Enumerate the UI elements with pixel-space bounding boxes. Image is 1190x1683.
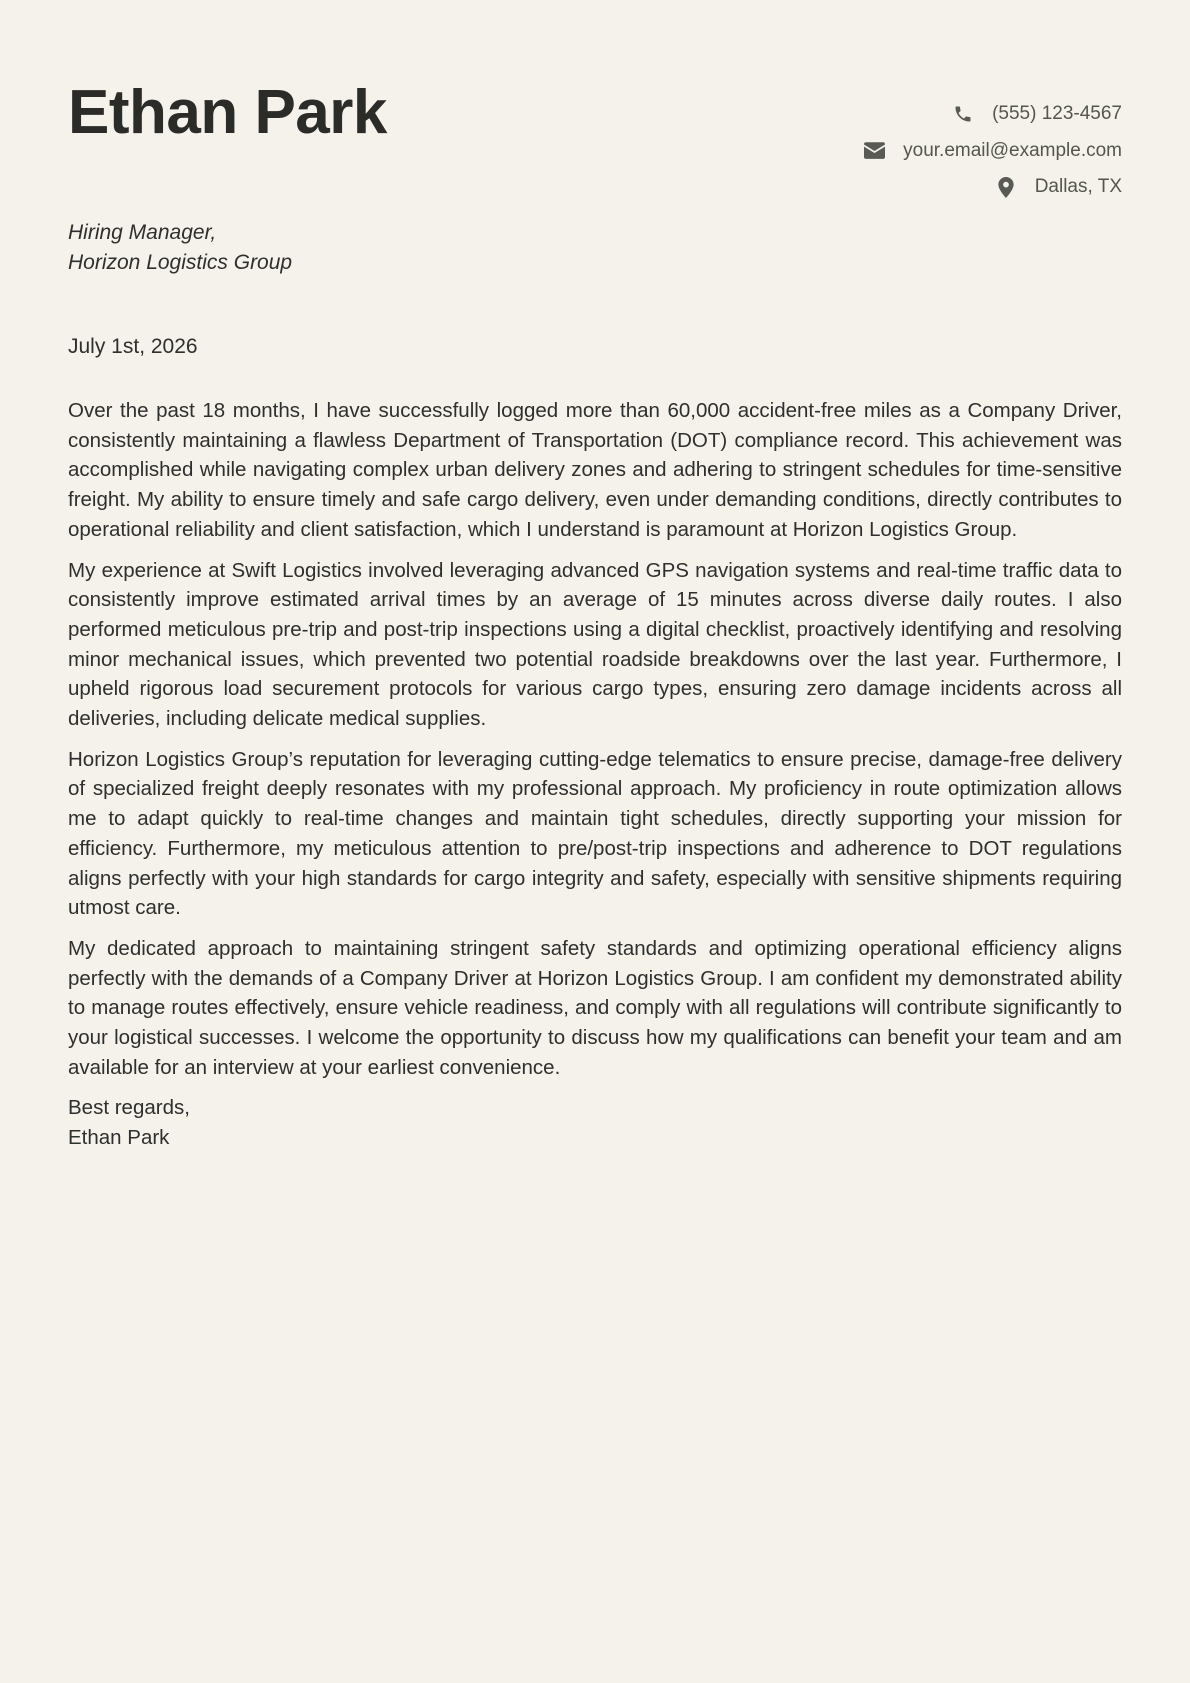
letter-header (68, 0, 1122, 200)
letter-date: July 1st, 2026 (68, 335, 198, 358)
letter-body (68, 396, 1122, 1153)
contact-info (863, 96, 1122, 206)
contact-phone (863, 96, 1122, 133)
contact-email (863, 133, 1122, 170)
email-address: your.email@example.com (903, 139, 1122, 161)
body-paragraph: Horizon Logistics Group’s reputation for leveraging cutting-edge telematics to ensure precise, damage-free delivery of specialized freight deeply resonates with my professional approach. My proficiency in route optimization allows me to adapt quickly to real-time changes and maintain tight schedules, directly supporting your mission for efficiency. Furthermore, my meticulous attention to pre/post-trip inspections and adherence to DOT regulations aligns perfectly with your high standards for cargo integrity and safety, especially with sensitive shipments requiring utmost care. (68, 747, 1122, 920)
phone-icon (952, 103, 974, 125)
map-pin-icon (995, 176, 1017, 198)
body-paragraph: My dedicated approach to maintaining stringent safety standards and optimizing operational efficiency aligns perfectly with the demands of a Company Driver at Horizon Logistics Group. I am confident my demonstrated ability to manage routes effectively, ensure vehicle readiness, and comply with all regulations will contribute significantly to your logistical successes. I welcome the opportunity to discuss how my qualifications can benefit your team and am available for an interview at your earliest convenience. (68, 936, 1122, 1079)
location-text: Dallas, TX (1034, 176, 1122, 198)
cover-letter-page (68, 0, 1122, 1683)
body-paragraph: My experience at Swift Logistics involved leveraging advanced GPS navigation systems and real-time traffic data to consistently improve estimated arrival times by an average of 15 minutes across diverse daily routes. I also performed meticulous pre-trip and post-trip inspections using a digital checklist, proactively identifying and resolving minor mechanical issues, which prevented two potential roadside breakdowns over the last year. Furthermore, I upheld rigorous load securement protocols for various cargo types, ensuring zero damage incidents across all deliveries, including delicate medical supplies. (68, 558, 1122, 731)
closing-salutation: Best regards, (68, 1096, 190, 1120)
closing-signature: Ethan Park (68, 1126, 170, 1150)
body-paragraph: Over the past 18 months, I have successfully logged more than 60,000 accident-free miles as a Company Driver, consistently maintaining a flawless Department of Transportation (DOT) compliance record. This achievement was accomplished while navigating complex urban delivery zones and adhering to stringent schedules for time-sensitive freight. My ability to ensure timely and safe cargo delivery, even under demanding conditions, directly contributes to operational reliability and client satisfaction, which I understand is paramount at Horizon Logistics Group. (68, 399, 1122, 541)
sender-name: Ethan Park (68, 78, 387, 147)
recipient-title: Hiring Manager, (68, 221, 217, 244)
recipient-block (68, 218, 292, 278)
phone-number: (555) 123-4567 (992, 103, 1122, 125)
contact-location (863, 169, 1122, 206)
envelope-icon (863, 140, 885, 162)
recipient-company: Horizon Logistics Group (68, 251, 293, 274)
closing-block (68, 1093, 1122, 1152)
